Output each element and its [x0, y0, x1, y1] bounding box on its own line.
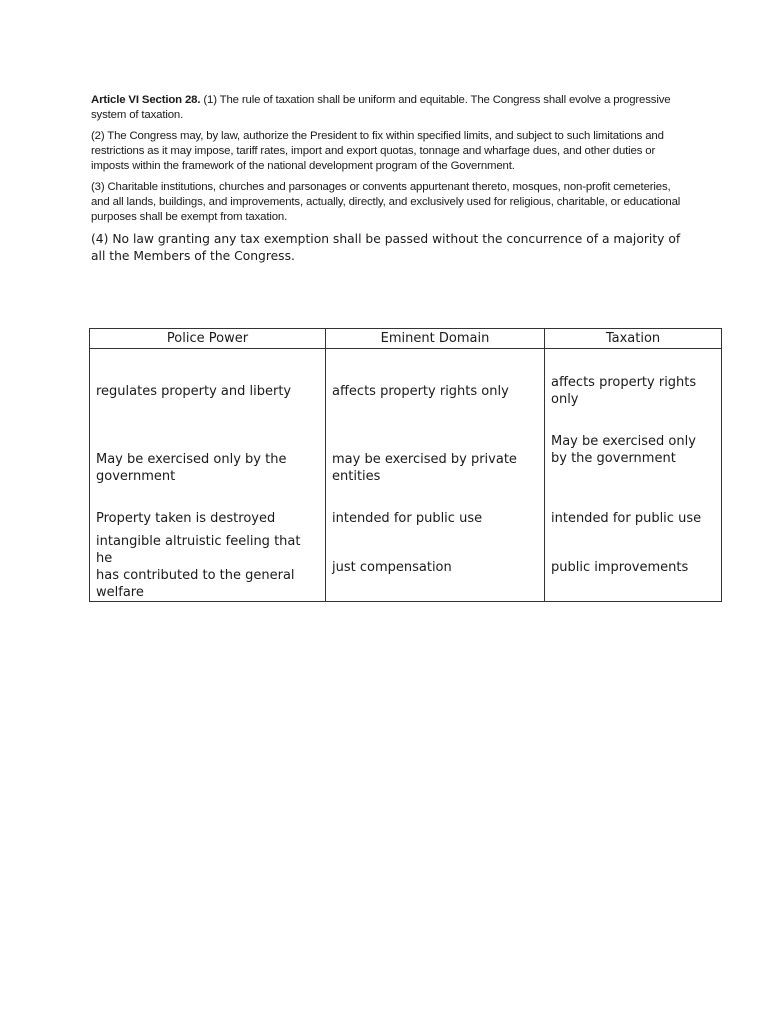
cell-text: intended for public use	[332, 510, 483, 526]
cell-text: May be exercised only by the government	[551, 434, 696, 466]
comparison-table	[89, 328, 722, 602]
table-row	[90, 503, 722, 533]
cell-text: affects property rights only	[551, 375, 697, 407]
table-row	[90, 533, 722, 602]
cell-text: Property taken is destroyed	[96, 510, 276, 526]
table-row	[90, 349, 722, 434]
cell-text: regulates property and liberty	[96, 383, 292, 399]
table-cell	[545, 349, 722, 434]
cell-text: intangible altruistic feeling that he has contributed to the general welfare	[96, 534, 301, 600]
table-cell	[90, 503, 326, 533]
article-heading: Article VI Section 28.	[91, 94, 201, 106]
cell-text: affects property rights only	[332, 383, 509, 399]
header-eminent-domain: Eminent Domain	[326, 329, 545, 349]
paragraph-4: (4) No law granting any tax exemption shall be passed without the concurrence of a majority of all the Members of the Congress.	[91, 232, 681, 263]
table-cell	[326, 533, 545, 602]
cell-text: public improvements	[551, 559, 689, 575]
table-cell	[90, 433, 326, 503]
header-police-power: Police Power	[90, 329, 326, 349]
table-row	[90, 433, 722, 503]
paragraph-1-text: (1) The rule of taxation shall be uniform and equitable. The Congress shall evolve a progressive system of taxation.	[91, 94, 671, 121]
header-taxation: Taxation	[545, 329, 722, 349]
cell-text: just compensation	[332, 559, 452, 575]
article-text	[91, 93, 683, 271]
table-cell	[90, 349, 326, 434]
cell-text: May be exercised only by the government	[96, 452, 287, 484]
table-header-row	[90, 329, 722, 349]
table-cell	[545, 433, 722, 503]
table-cell	[545, 533, 722, 602]
cell-text: intended for public use	[551, 510, 702, 526]
paragraph-1	[91, 93, 683, 123]
table-cell	[90, 533, 326, 602]
table-cell	[326, 433, 545, 503]
paragraph-2: (2) The Congress may, by law, authorize the President to fix within specified limits, and subject to such limitations and restrictions as it may impose, tariff rates, import and export quotas, tonnage and wharfage dues, and other duties or imposts within the framework of the national development program of the Government.	[91, 130, 664, 172]
table-cell	[326, 503, 545, 533]
cell-text: may be exercised by private entities	[332, 452, 517, 484]
table-cell	[545, 503, 722, 533]
table-cell	[326, 349, 545, 434]
paragraph-3: (3) Charitable institutions, churches and parsonages or convents appurtenant thereto, mosques, non-profit cemeteries, and all lands, buildings, and improvements, actually, directly, and exclusively used for religious, charitable, or educational purposes shall be exempt from taxation.	[91, 181, 681, 223]
